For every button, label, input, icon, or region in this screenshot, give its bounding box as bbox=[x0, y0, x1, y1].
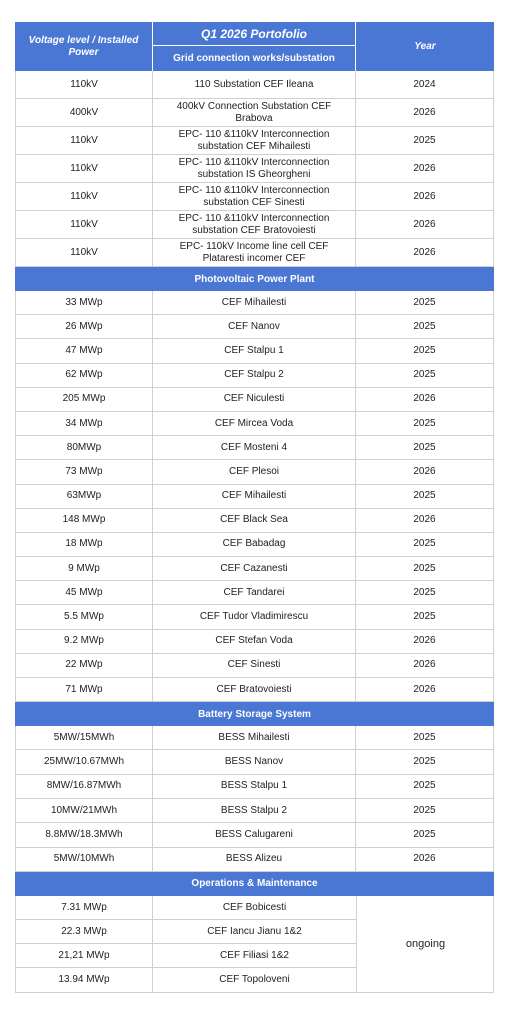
project-cell: CEF Mircea Voda bbox=[153, 412, 356, 435]
project-cell: CEF Stalpu 1 bbox=[153, 339, 356, 362]
project-cell: EPC- 110kV Income line cell CEF Plataresti incomer CEF bbox=[153, 239, 356, 266]
year-cell: 2025 bbox=[413, 756, 436, 768]
capacity-cell: 80MWp bbox=[16, 436, 153, 459]
section-pv-title: Photovoltaic Power Plant bbox=[15, 267, 494, 291]
project-cell: 400kV Connection Substation CEF Brabova bbox=[153, 99, 356, 126]
table-row bbox=[15, 557, 494, 581]
header-year: Year bbox=[414, 41, 436, 52]
capacity-cell: 13.94 MWp bbox=[16, 968, 153, 992]
table-title: Q1 2026 Portofolio bbox=[153, 22, 355, 46]
year-cell: 2026 bbox=[413, 683, 436, 695]
capacity-cell: 71 MWp bbox=[16, 678, 153, 701]
project-cell: BESS Stalpu 2 bbox=[153, 799, 356, 822]
project-cell: CEF Sinesti bbox=[153, 654, 356, 677]
project-cell: CEF Mihailesti bbox=[153, 291, 356, 314]
year-cell: 2025 bbox=[413, 731, 436, 743]
table-row bbox=[15, 678, 494, 702]
table-row bbox=[15, 339, 494, 363]
header-middle bbox=[153, 22, 356, 71]
capacity-cell: 110kV bbox=[16, 155, 153, 182]
capacity-cell: 7.31 MWp bbox=[16, 896, 153, 919]
table-row bbox=[16, 968, 356, 992]
table-row bbox=[15, 315, 494, 339]
capacity-cell: 33 MWp bbox=[16, 291, 153, 314]
year-cell: 2025 bbox=[413, 344, 436, 356]
year-cell: 2025 bbox=[413, 829, 436, 841]
table-row bbox=[15, 364, 494, 388]
year-cell: 2025 bbox=[413, 320, 436, 332]
year-cell: 2026 bbox=[413, 635, 436, 647]
table-row bbox=[15, 436, 494, 460]
section-bess-title: Battery Storage System bbox=[15, 702, 494, 726]
table-row bbox=[15, 127, 494, 155]
om-section bbox=[15, 896, 494, 993]
table-row bbox=[15, 750, 494, 774]
capacity-cell: 110kV bbox=[16, 239, 153, 266]
project-cell: CEF Plesoi bbox=[153, 460, 356, 483]
project-cell: CEF Tudor Vladimirescu bbox=[153, 605, 356, 628]
project-cell: EPC- 110 &110kV Interconnection substation CEF Sinesti bbox=[153, 183, 356, 210]
table-row bbox=[15, 460, 494, 484]
table-row bbox=[15, 211, 494, 239]
grid-section bbox=[15, 71, 494, 267]
project-cell: 110 Substation CEF Ileana bbox=[153, 71, 356, 98]
project-cell: CEF Tandarei bbox=[153, 581, 356, 604]
table-row bbox=[15, 775, 494, 799]
project-cell: EPC- 110 &110kV Interconnection substation IS Gheorgheni bbox=[153, 155, 356, 182]
capacity-cell: 47 MWp bbox=[16, 339, 153, 362]
bess-section bbox=[15, 726, 494, 872]
year-cell: 2025 bbox=[413, 296, 436, 308]
table-header bbox=[15, 22, 494, 71]
table-row bbox=[15, 412, 494, 436]
project-cell: BESS Mihailesti bbox=[153, 726, 356, 749]
table-row bbox=[15, 291, 494, 315]
year-cell: 2026 bbox=[413, 190, 436, 202]
project-cell: EPC- 110 &110kV Interconnection substation CEF Bratovoiesti bbox=[153, 211, 356, 238]
capacity-cell: 110kV bbox=[16, 183, 153, 210]
project-cell: BESS Stalpu 1 bbox=[153, 775, 356, 798]
project-cell: CEF Bobicesti bbox=[222, 901, 287, 913]
table-row bbox=[16, 896, 356, 920]
table-row bbox=[15, 630, 494, 654]
year-cell: 2026 bbox=[413, 514, 436, 526]
capacity-cell: 9 MWp bbox=[16, 557, 153, 580]
table-row bbox=[15, 605, 494, 629]
year-cell: 2026 bbox=[413, 162, 436, 174]
project-cell: CEF Iancu Jianu 1&2 bbox=[207, 925, 302, 937]
capacity-cell: 205 MWp bbox=[16, 388, 153, 411]
year-cell: 2026 bbox=[413, 465, 436, 477]
table-row bbox=[16, 944, 356, 968]
project-cell: BESS Calugareni bbox=[153, 823, 356, 846]
year-cell: 2026 bbox=[413, 246, 436, 258]
year-cell: 2025 bbox=[413, 369, 436, 381]
project-cell: BESS Alizeu bbox=[153, 848, 356, 871]
capacity-cell: 22 MWp bbox=[16, 654, 153, 677]
capacity-cell: 8MW/16.87MWh bbox=[16, 775, 153, 798]
project-cell: CEF Black Sea bbox=[153, 509, 356, 532]
table-row bbox=[15, 533, 494, 557]
capacity-cell: 10MW/21MWh bbox=[16, 799, 153, 822]
portfolio-table bbox=[15, 22, 494, 993]
project-cell: CEF Stalpu 2 bbox=[153, 364, 356, 387]
capacity-cell: 5.5 MWp bbox=[16, 605, 153, 628]
capacity-cell: 110kV bbox=[16, 211, 153, 238]
project-cell: CEF Mihailesti bbox=[153, 485, 356, 508]
capacity-cell: 45 MWp bbox=[16, 581, 153, 604]
year-cell: 2025 bbox=[413, 441, 436, 453]
year-cell: 2025 bbox=[413, 490, 436, 502]
project-cell: BESS Nanov bbox=[153, 750, 356, 773]
project-cell: CEF Stefan Voda bbox=[153, 630, 356, 653]
table-row bbox=[15, 799, 494, 823]
table-row bbox=[15, 155, 494, 183]
year-cell: 2026 bbox=[413, 853, 436, 865]
project-cell: CEF Bratovoiesti bbox=[153, 678, 356, 701]
header-voltage: Voltage level / Installed Power bbox=[15, 22, 153, 71]
capacity-cell: 73 MWp bbox=[16, 460, 153, 483]
capacity-cell: 22.3 MWp bbox=[16, 920, 153, 943]
table-row bbox=[16, 920, 356, 944]
year-cell: 2026 bbox=[413, 218, 436, 230]
year-cell: 2025 bbox=[413, 780, 436, 792]
capacity-cell: 148 MWp bbox=[16, 509, 153, 532]
table-row bbox=[15, 823, 494, 847]
capacity-cell: 63MWp bbox=[16, 485, 153, 508]
capacity-cell: 62 MWp bbox=[16, 364, 153, 387]
capacity-cell: 110kV bbox=[16, 127, 153, 154]
project-cell: CEF Topoloveni bbox=[219, 974, 290, 986]
capacity-cell: 21,21 MWp bbox=[16, 944, 153, 967]
table-row bbox=[15, 71, 494, 99]
year-cell: 2024 bbox=[413, 78, 436, 90]
project-cell: EPC- 110 &110kV Interconnection substation CEF Mihailesti bbox=[153, 127, 356, 154]
capacity-cell: 5MW/10MWh bbox=[16, 848, 153, 871]
capacity-cell: 18 MWp bbox=[16, 533, 153, 556]
table-row bbox=[15, 183, 494, 211]
year-cell: 2026 bbox=[413, 659, 436, 671]
capacity-cell: 110kV bbox=[16, 71, 153, 98]
table-row bbox=[15, 99, 494, 127]
year-cell: 2025 bbox=[413, 804, 436, 816]
project-cell: CEF Cazanesti bbox=[153, 557, 356, 580]
year-cell: 2026 bbox=[413, 393, 436, 405]
section-om-title: Operations & Maintenance bbox=[15, 872, 494, 896]
header-grid-works: Grid connection works/substation bbox=[173, 53, 335, 64]
table-row bbox=[15, 726, 494, 750]
project-cell: CEF Babadag bbox=[153, 533, 356, 556]
om-status: ongoing bbox=[356, 896, 494, 992]
capacity-cell: 400kV bbox=[16, 99, 153, 126]
project-cell: CEF Nanov bbox=[153, 315, 356, 338]
pv-section bbox=[15, 291, 494, 702]
capacity-cell: 26 MWp bbox=[16, 315, 153, 338]
year-cell: 2026 bbox=[413, 106, 436, 118]
table-row bbox=[15, 848, 494, 872]
table-row bbox=[15, 509, 494, 533]
table-row bbox=[15, 654, 494, 678]
year-cell: 2025 bbox=[413, 586, 436, 598]
table-row bbox=[15, 239, 494, 267]
capacity-cell: 9.2 MWp bbox=[16, 630, 153, 653]
capacity-cell: 5MW/15MWh bbox=[16, 726, 153, 749]
year-cell: 2025 bbox=[413, 611, 436, 623]
year-cell: 2025 bbox=[413, 417, 436, 429]
capacity-cell: 25MW/10.67MWh bbox=[16, 750, 153, 773]
year-cell: 2025 bbox=[413, 562, 436, 574]
table-row bbox=[15, 581, 494, 605]
project-cell: CEF Niculesti bbox=[153, 388, 356, 411]
year-cell: 2025 bbox=[413, 538, 436, 550]
table-row bbox=[15, 485, 494, 509]
project-cell: CEF Filiasi 1&2 bbox=[220, 949, 289, 961]
capacity-cell: 34 MWp bbox=[16, 412, 153, 435]
capacity-cell: 8.8MW/18.3MWh bbox=[16, 823, 153, 846]
year-cell: 2025 bbox=[413, 134, 436, 146]
project-cell: CEF Mosteni 4 bbox=[153, 436, 356, 459]
table-row bbox=[15, 388, 494, 412]
